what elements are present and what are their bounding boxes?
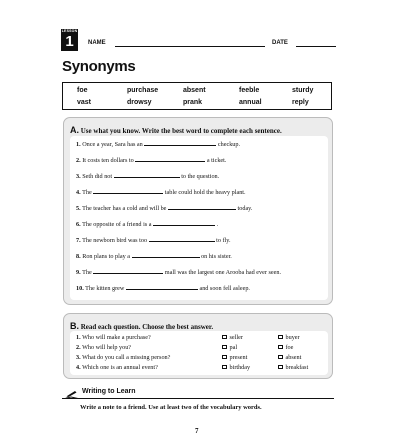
item-number: 7. [76,237,81,244]
answer-blank[interactable] [168,205,236,210]
option-label: buyer [285,334,300,341]
answer-option[interactable] [278,344,293,351]
word-bank-item: purchase [127,87,159,94]
sentence-text: to fly. [216,237,231,244]
sentence-text: mall was the largest one Arooba had ever seen. [164,269,282,276]
item-number: 2. [76,344,81,351]
section-a [63,117,333,305]
name-label: NAME [88,40,106,46]
answer-blank[interactable] [135,157,205,162]
page-title: Synonyms [62,58,136,75]
sentence-text: and soon fell asleep. [199,285,250,292]
sentence-text: The kitten grew [85,285,125,292]
sentence-item [76,285,250,292]
option-label: present [229,354,248,361]
sentence-item [76,205,252,212]
item-number: 4. [76,189,81,196]
name-field[interactable] [115,46,265,47]
checkbox-icon[interactable] [278,335,283,340]
question-text: Which one is an annual event? [82,364,158,371]
section-b-heading [70,321,213,331]
question-item [76,334,151,341]
sentence-item [76,173,219,180]
answer-blank[interactable] [114,173,180,178]
sentence-item [76,221,218,228]
question-item [76,344,131,351]
checkbox-icon[interactable] [222,355,227,360]
option-label: birthday [229,364,251,371]
word-bank-item: absent [183,87,206,94]
item-number: 1. [76,141,81,148]
checkbox-icon[interactable] [278,355,283,360]
item-number: 6. [76,221,81,228]
word-bank-item: reply [292,99,309,106]
question-item [76,364,158,371]
answer-option[interactable] [222,334,243,341]
answer-blank[interactable] [93,269,163,274]
word-bank-item: prank [183,99,203,106]
sentence-text: a ticket. [206,157,227,164]
sentence-text: . [216,221,219,228]
sentence-item [76,141,240,148]
answer-option[interactable] [278,334,300,341]
sentence-text: It costs ten dollars to [82,157,134,164]
answer-blank[interactable] [153,221,215,226]
question-text: Who will make a purchase? [82,334,151,341]
lesson-badge [61,29,78,51]
page-number: 7 [195,427,199,435]
sentence-text: The opposite of a friend is a [82,221,152,228]
item-number: 3. [76,354,81,361]
word-bank-item: foe [77,87,88,94]
item-number: 1. [76,334,81,341]
sentence-text: today. [237,205,253,212]
option-label: foe [285,344,294,351]
answer-blank[interactable] [93,189,163,194]
option-label: seller [229,334,243,341]
item-number: 9. [76,269,81,276]
sentence-text: Seth did not [82,173,113,180]
section-a-heading [70,125,282,135]
sentence-text: checkup. [217,141,241,148]
item-number: 4. [76,364,81,371]
sentence-text: The teacher has a cold and will be [82,205,167,212]
option-label: breakfast [285,364,309,371]
question-text: What do you call a missing person? [82,354,171,361]
word-bank-item: sturdy [292,87,314,94]
sentence-item [76,189,246,196]
sentence-item [76,237,231,244]
answer-blank[interactable] [132,253,200,258]
answer-option[interactable] [222,354,247,361]
sentence-text: Ron plans to play a [82,253,130,260]
sentence-text: The [82,269,92,276]
sentence-text: The [82,189,92,196]
sentence-text: Once a year, Sara has an [82,141,143,148]
section-b-instruction: Read each question. Choose the best answer. [80,323,214,331]
sentence-item [76,157,226,164]
word-bank-item: drowsy [127,99,152,106]
answer-blank[interactable] [126,285,198,290]
checkbox-icon[interactable] [222,335,227,340]
writing-prompt: Write a note to a friend. Use at least two of the vocabulary words. [80,404,262,411]
sentence-item [76,269,281,276]
word-bank-item: vast [77,99,92,106]
checkbox-icon[interactable] [222,365,227,370]
lesson-number: 1 [65,33,74,50]
word-bank [62,82,332,110]
answer-blank[interactable] [149,237,215,242]
word-bank-item: feeble [239,87,260,94]
section-b-letter: B. [70,321,79,331]
answer-option[interactable] [278,364,308,371]
section-a-instruction: Use what you know. Write the best word to complete each sentence. [80,127,282,135]
lesson-word: LESSON [61,29,78,33]
checkbox-icon[interactable] [278,365,283,370]
sentence-text: to the question. [181,173,220,180]
item-number: 5. [76,205,81,212]
answer-option[interactable] [222,344,237,351]
section-a-letter: A. [70,125,79,135]
sentence-text: table could hold the heavy plant. [164,189,246,196]
section-a-panel [70,136,328,300]
item-number: 2. [76,157,81,164]
pencil-book-icon [64,387,79,405]
question-text: Who will help you? [82,344,132,351]
date-field[interactable] [296,46,336,47]
answer-blank[interactable] [144,141,216,146]
answer-option[interactable] [278,354,301,361]
option-label: pal [229,344,238,351]
word-bank-item: annual [239,99,262,106]
checkbox-icon[interactable] [222,345,227,350]
date-label: DATE [272,40,288,46]
sentence-text: The newborn bird was too [82,237,148,244]
item-number: 8. [76,253,81,260]
section-b [63,313,333,379]
question-item [76,354,170,361]
answer-option[interactable] [222,364,250,371]
sentence-text: on his sister. [201,253,232,260]
writing-divider [62,398,334,399]
item-number: 3. [76,173,81,180]
sentence-item [76,253,232,260]
section-b-panel [70,331,328,375]
item-number: 10. [76,285,84,292]
checkbox-icon[interactable] [278,345,283,350]
writing-title: Writing to Learn [82,388,136,395]
option-label: absent [285,354,302,361]
